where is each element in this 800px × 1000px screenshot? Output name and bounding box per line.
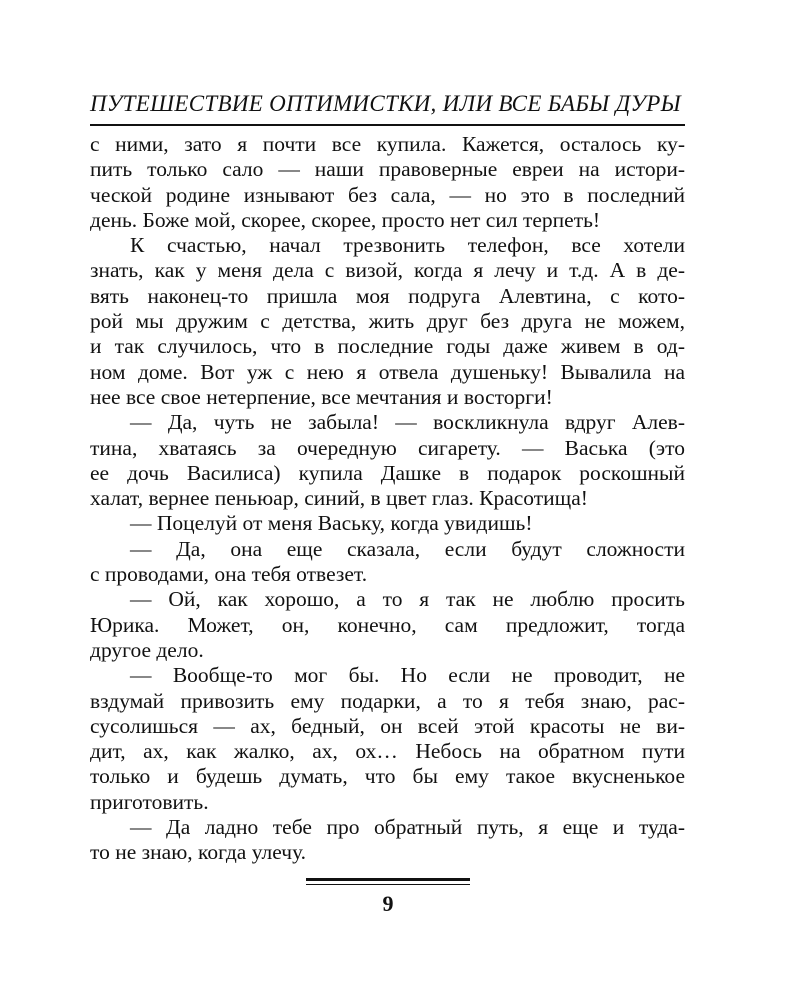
text-line: ее дочь Василиса) купила Дашке в подарок роскошный	[90, 460, 685, 485]
footer-rule	[306, 878, 470, 885]
text-line: сусолишься — ах, бедный, он всей этой красоты не ви-	[90, 713, 685, 738]
text-line: день. Боже мой, скорее, скорее, просто нет сил терпеть!	[90, 207, 601, 232]
footer-rule-thick	[306, 878, 470, 881]
text-line: ческой родине изнывают без сала, — но это в последний	[90, 182, 685, 207]
text-line: приготовить.	[90, 789, 209, 814]
text-line: вздумай привозить ему подарки, а то я тебя знаю, рас-	[90, 688, 685, 713]
header-rule	[90, 124, 685, 126]
text-line: — Вообще-то мог бы. Но если не проводит, не	[130, 663, 685, 688]
text-line: — Ой, как хорошо, а то я так не люблю просить	[130, 587, 685, 612]
text-line: ном доме. Вот уж с нею я отвела душеньку! Вывалила на	[90, 359, 685, 384]
footer-rule-thin	[306, 884, 470, 885]
text-line: — Да ладно тебе про обратный путь, я еще и туда-	[130, 815, 685, 840]
text-line: только и будешь думать, что бы ему такое вкусненькое	[90, 764, 685, 789]
text-line: Юрика. Может, он, конечно, сам предложит, тогда	[90, 612, 685, 637]
text-line: пить только сало — наши правоверные евреи на истори-	[90, 157, 685, 182]
body-text	[90, 132, 685, 866]
text-line: — Да, она еще сказала, если будут сложности	[130, 536, 685, 561]
text-line: и так случилось, что в последние годы даже живем в од-	[90, 334, 685, 359]
text-line: знать, как у меня дела с визой, когда я лечу и т.д. А в де-	[90, 258, 685, 283]
text-line: другое дело.	[90, 637, 204, 662]
text-line: дит, ах, как жалко, ах, ох… Небось на обратном пути	[90, 739, 685, 764]
page-number: 9	[382, 891, 394, 916]
text-line: то не знаю, когда улечу.	[90, 840, 307, 865]
text-line: с ними, зато я почти все купила. Кажется, осталось ку-	[90, 132, 685, 156]
text-line: К счастью, начал трезвонить телефон, все хотели	[130, 233, 685, 258]
text-line: с проводами, она тебя отвезет.	[90, 562, 368, 587]
text-line: вять наконец-то пришла моя подруга Алевтина, с кото-	[90, 283, 685, 308]
text-line: тина, хватаясь за очередную сигарету. — Васька (это	[90, 435, 685, 460]
running-head: ПУТЕШЕСТВИЕ ОПТИМИСТКИ, ИЛИ ВСЕ БАБЫ ДУРЫ	[90, 91, 682, 116]
text-line: рой мы дружим с детства, жить друг без друга не можем,	[90, 309, 685, 334]
text-line: нее все свое нетерпение, все мечтания и восторги!	[90, 384, 553, 409]
text-line: — Да, чуть не забыла! — воскликнула вдруг Алев-	[130, 410, 685, 435]
text-line: халат, вернее пеньюар, синий, в цвет глаз. Красотища!	[90, 486, 588, 511]
text-line: — Поцелуй от меня Ваську, когда увидишь!	[130, 511, 533, 536]
